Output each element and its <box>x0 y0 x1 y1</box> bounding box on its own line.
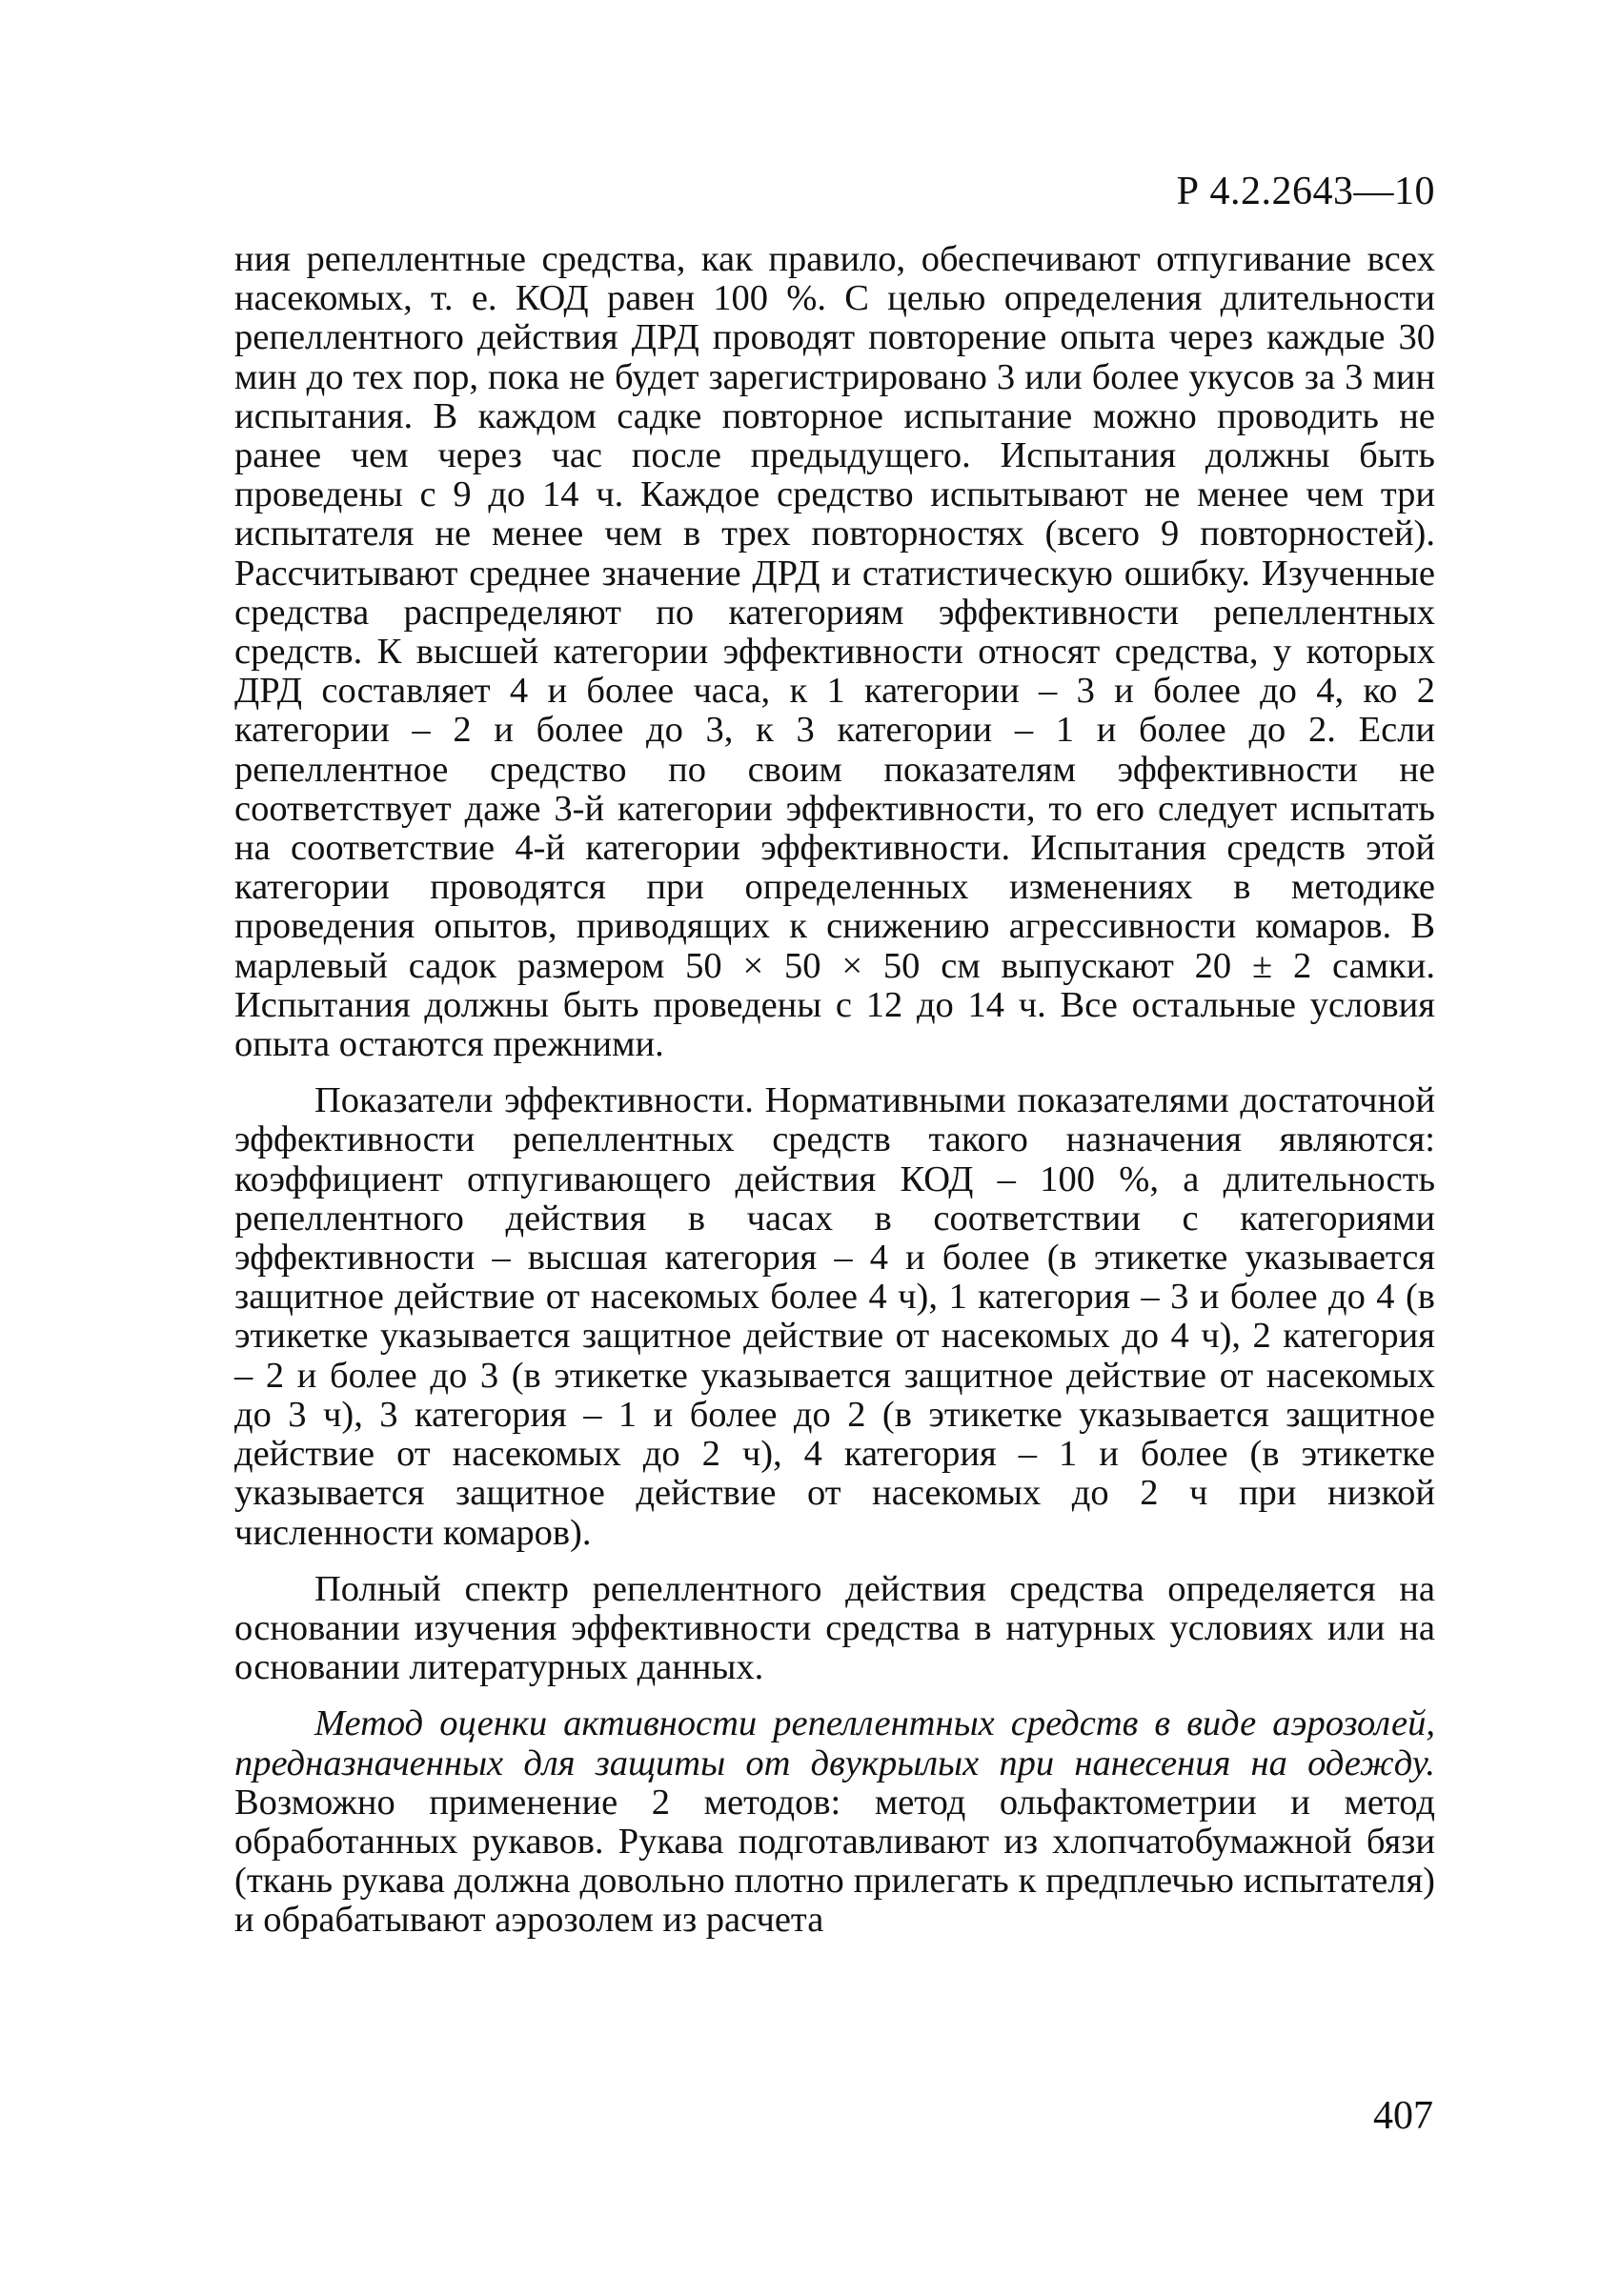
paragraph-aerosol-method <box>234 1704 1435 1940</box>
paragraph-aerosol-method-text: Возможно применение 2 методов: метод ольфактометрии и метод обработанных рукавов. Рукава подготавливают из хлопчатобумажной бязи (ткань рукава должна довольно плотно прилегать к предплечью испытателя) и обрабатывают аэрозолем из расчета <box>234 1782 1435 1941</box>
document-code-header: Р 4.2.2643—10 <box>1176 170 1435 213</box>
body-text <box>234 240 1435 1941</box>
paragraph-continuation: ния репеллентные средства, как правило, обеспечивают отпугивание всех насекомых, т. е. КОД равен 100 %. С целью определения длительности репеллентного действия ДРД проводят повторение опыта через каждые 30 мин до тех пор, пока не будет зарегистрировано 3 или более укусов за 3 мин испытания. В каждом садке повторное испытание можно проводить не ранее чем через час после предыдущего. Испытания должны быть проведены с 9 до 14 ч. Каждое средство испытывают не менее чем три испытателя не менее чем в трех повторностях (всего 9 повторностей). Рассчитывают среднее значение ДРД и статистическую ошибку. Изученные средства распределяют по категориям эффективности репеллентных средств. К высшей категории эффективности относят средства, у которых ДРД составляет 4 и более часа, к 1 категории – 3 и более до 4, ко 2 категории – 2 и более до 3, к 3 категории – 1 и более до 2. Если репеллентное средство по своим показателям эффективности не соответствует даже 3-й категории эффективности, то его следует испытать на соответствие 4-й категории эффективности. Испытания средств этой категории проводятся при определенных изменениях в методике проведения опытов, приводящих к снижению агрессивности комаров. В марлевый садок размером 50 × 50 × 50 см выпускают 20 ± 2 самки. Испытания должны быть проведены с 12 до 14 ч. Все остальные условия опыта остаются прежними. <box>234 239 1435 1065</box>
paragraph-efficiency-indicators: Показатели эффективности. Нормативными показателями достаточной эффективности репеллентных средств такого назначения являются: коэффициент отпугивающего действия КОД – 100 %, а длительность репеллентного действия в часах в соответствии с категориями эффективности – высшая категория – 4 и более (в этикетке указывается защитное действие от насекомых более 4 ч), 1 категория – 3 и более до 4 (в этикетке указывается защитное действие от насекомых до 4 ч), 2 категория – 2 и более до 3 (в этикетке указывается защитное действие от насекомых до 3 ч), 3 категория – 1 и более до 2 (в этикетке указывается защитное действие от насекомых до 2 ч), 4 категория – 1 и более (в этикетке указывается защитное действие от насекомых до 2 ч при низкой численности комаров). <box>234 1080 1435 1553</box>
section-heading-italic: Метод оценки активности репеллентных средств в виде аэрозолей, предназначенных для защиты от двукрылых при нанесения на одежду. <box>234 1703 1435 1783</box>
paragraph-full-spectrum: Полный спектр репеллентного действия средства определяется на основании изучения эффективности средства в натурных условиях или на основании литературных данных. <box>234 1568 1435 1688</box>
page-number: 407 <box>1373 2094 1433 2138</box>
